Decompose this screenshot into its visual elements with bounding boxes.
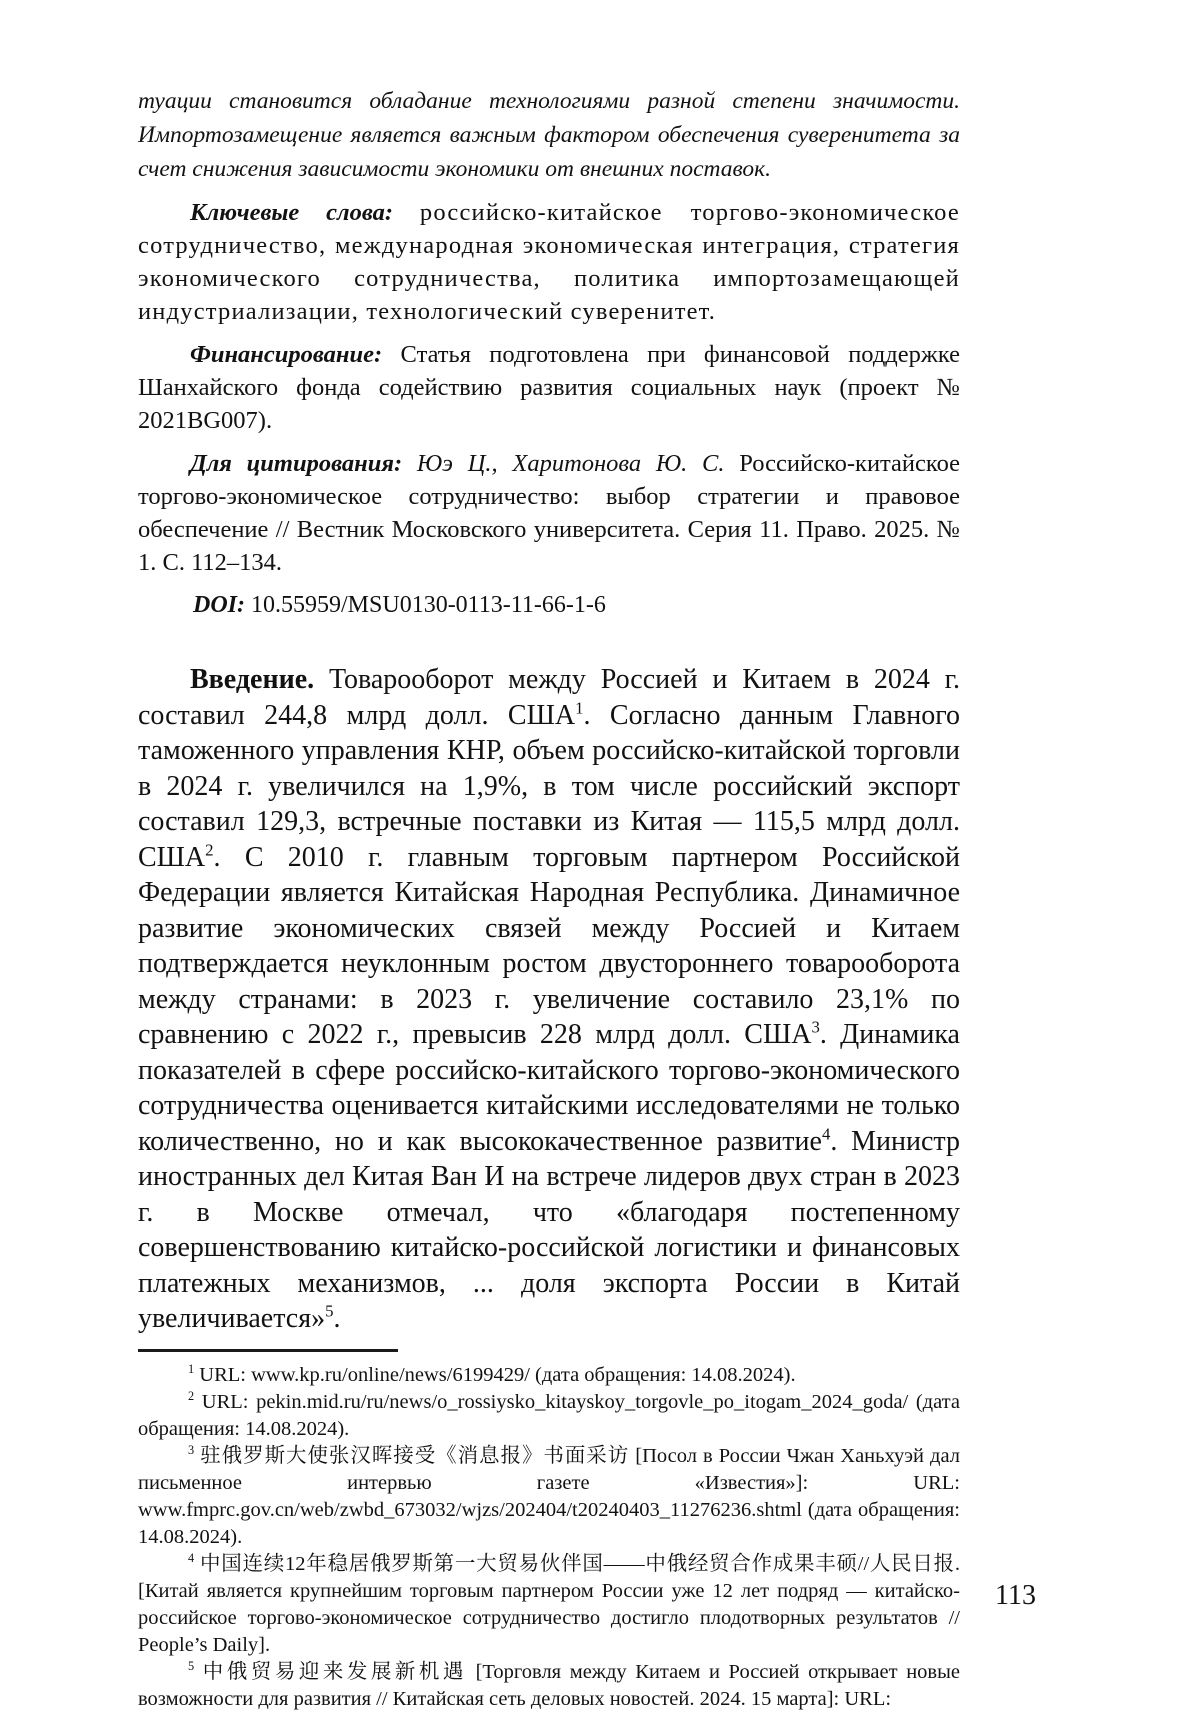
text-segment: Товарооборот между Россией и Китаем в 2024 г. составил 244,8 млрд долл. США: [138, 664, 961, 731]
footnote-ref-5: 5: [325, 1301, 334, 1321]
doi-paragraph: [138, 589, 960, 622]
citation-paragraph: [138, 447, 960, 579]
footnote-3: $^3$ 驻俄罗斯大使张汉晖接受《消息报》书面采访 [Посол в России Чжан Ханьхуэй дал письменное интервью газете «Известия»]: URL: www.fmprc.gov.cn/web/zwbd_673032/wjzs/202404/t20240403_11276236.shtml (дата обращения: 14.08.2024).: [138, 1442, 960, 1548]
footnote-marker-1: 1: [188, 1361, 195, 1376]
footnote-4: $^4$ 中国连续12年稳居俄罗斯第一大贸易伙伴国——中俄经贸合作成果丰硕//人民日报. [Китай является крупнейшим торговым партнером России уже 12 лет подряд — китайско-российское торгово-экономическое сотрудничество достигло плодотворных результатов // People’s Daily].: [138, 1550, 960, 1656]
doi-label: DOI:: [193, 592, 245, 618]
introduction-body: [138, 664, 960, 1334]
introduction-heading: Введение.: [190, 664, 315, 695]
funding-label: Финансирование:: [190, 341, 383, 368]
footnote-ref-4: 4: [821, 1124, 831, 1144]
footnotes: [138, 1362, 960, 1713]
funding-paragraph: [138, 338, 960, 437]
text-segment: . Динамика показателей в сфере российско-китайского торгово-экономического сотрудничества оценивается китайскими исследователями не только количественно, но и как высококачественное развитие: [138, 1019, 960, 1157]
page-number: 113: [995, 1580, 1036, 1611]
document-page: [138, 84, 960, 1713]
keywords-label: Ключевые слова:: [190, 199, 394, 226]
text-segment: .: [333, 1303, 341, 1334]
footnote-divider: [138, 1349, 398, 1352]
footnote-ref-3: 3: [811, 1017, 820, 1037]
footnote-marker-3: 3: [188, 1442, 195, 1457]
citation-text: Российско-китайское торгово-экономическое сотрудничество: выбор стратегии и правовое обеспечение // Вестник Московского университета. Серия 11. Право. 2025. № 1. С. 112–134.: [138, 450, 961, 576]
funding-text: Статья подготовлена при финансовой поддержке Шанхайского фонда содействию развития социальных наук (проект № 2021BG007).: [138, 341, 960, 434]
footnote-1: $^1$ URL: www.kp.ru/online/news/6199429/ (дата обращения: 14.08.2024).: [188, 1361, 796, 1386]
text-segment: . С 2010 г. главным торговым партнером Российской Федерации является Китайская Народная Республика. Динамичное развитие экономических связей между Россией и Китаем подтверждается неуклонным ростом двустороннего товарооборота между странами: в 2023 г. увеличение составило 23,1% по сравнению с 2022 г., превысив 228 млрд долл. США: [138, 841, 960, 1050]
citation-label: Для цитирования:: [190, 450, 403, 477]
footnote-ref-2: 2: [205, 840, 214, 860]
abstract-continuation: туации становится обладание технологиями разной степени значимости. Импортозамещение является важным фактором обеспечения суверенитета за счет снижения зависимости экономики от внешних поставок.: [138, 88, 960, 182]
text-segment: . Министр иностранных дел Китая Ван И на встрече лидеров двух стран в 2023 г. в Москве отмечал, что «благодаря постепенному совершенствованию китайско-российской логистики и финансовых платежных механизмов, ... доля экспорта России в Китай увеличивается»: [138, 1125, 961, 1334]
footnote-marker-2: 2: [188, 1388, 195, 1403]
footnote-ref-1: 1: [575, 698, 584, 718]
doi-value: 10.55959/MSU0130-0113-11-66-1-6: [251, 592, 606, 618]
footnote-marker-4: 4: [188, 1550, 195, 1565]
text-segment: . Согласно данным Главного таможенного управления КНР, объем российско-китайской торговли в 2024 г. увеличился на 1,9%, в том числе российский экспорт составил 129,3, встречные поставки из Китая — 115,5 млрд долл. США: [138, 699, 960, 873]
footnote-5: $^5$ 中俄贸易迎来发展新机遇 [Торговля между Китаем и Россией открывает новые возможности для развития // Китайская сеть деловых новостей. 2024. 15 марта]: URL:: [138, 1658, 960, 1710]
introduction-paragraph: [138, 662, 960, 1337]
keywords-text: российско-китайское торгово-экономическое сотрудничество, международная экономическая интеграция, стратегия экономического сотрудничества, политика импортозамещающей индустриализации, технологический суверенитет.: [138, 199, 960, 325]
keywords-paragraph: [138, 196, 960, 328]
citation-authors: Юэ Ц., Харитонова Ю. С.: [416, 450, 725, 477]
footnote-marker-5: 5: [188, 1658, 195, 1673]
footnote-2: $^2$ URL: pekin.mid.ru/ru/news/o_rossiysko_kitayskoy_torgovle_po_itogam_2024_goda/ (дата обращения: 14.08.2024).: [138, 1388, 960, 1440]
